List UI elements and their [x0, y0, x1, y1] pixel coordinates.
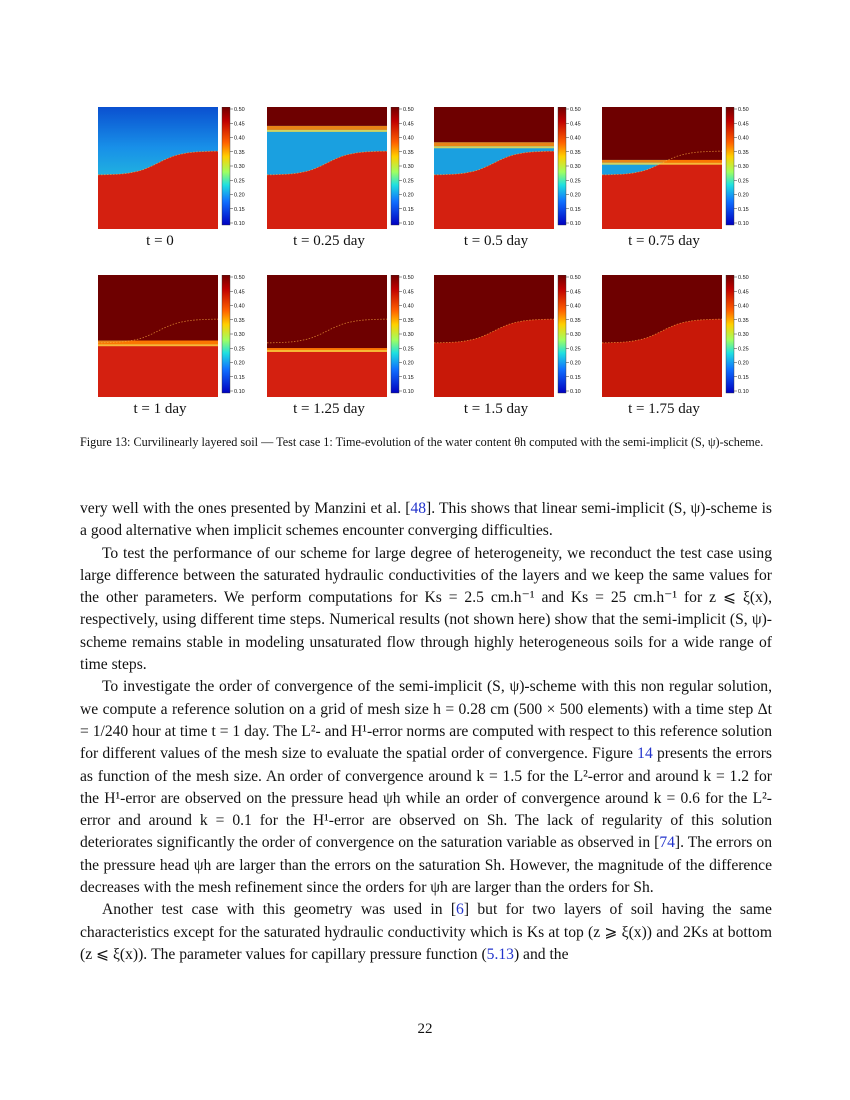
- panel-label: t = 1.75 day: [628, 401, 700, 417]
- colorbar-tick: 0.50: [234, 107, 245, 113]
- panel-plot: [434, 275, 594, 397]
- colorbar-tick: 0.35: [234, 317, 245, 324]
- panel-plot: [98, 275, 258, 397]
- panel-0: [98, 107, 258, 229]
- colorbar-tick: 0.10: [738, 221, 749, 227]
- colorbar-tick: 0.10: [234, 221, 245, 227]
- panel-label: t = 1.25 day: [293, 401, 365, 417]
- colorbar-tick: 0.10: [570, 389, 581, 395]
- colorbar-tick: 0.30: [403, 332, 414, 338]
- colorbar-tick: 0.10: [570, 221, 581, 227]
- colorbar-tick: 0.30: [403, 164, 414, 170]
- colorbar-tick: 0.15: [738, 374, 749, 381]
- colorbar-tick: 0.15: [403, 374, 414, 381]
- panel-label: t = 0.25 day: [293, 233, 365, 249]
- panel-5: [267, 275, 427, 397]
- colorbar-tick: 0.25: [738, 346, 749, 353]
- colorbar-tick: 0.30: [234, 164, 245, 170]
- colorbar-tick: 0.25: [234, 178, 245, 185]
- colorbar-tick: 0.50: [570, 107, 581, 113]
- colorbar-tick: 0.25: [403, 178, 414, 185]
- colorbar-tick: 0.20: [570, 360, 581, 367]
- colorbar-tick: 0.45: [570, 289, 581, 296]
- colorbar-tick: 0.15: [403, 206, 414, 213]
- colorbar-tick: 0.50: [570, 275, 581, 281]
- colorbar-tick: 0.20: [234, 192, 245, 199]
- colorbar-tick: 0.35: [570, 149, 581, 156]
- colorbar-tick: 0.30: [570, 164, 581, 170]
- panel-3: [602, 107, 762, 229]
- colorbar-tick: 0.45: [403, 289, 414, 296]
- panel-label: t = 1.5 day: [463, 401, 529, 417]
- panel-7: [602, 275, 762, 397]
- reference-link[interactable]: 48: [410, 500, 427, 517]
- colorbar-tick: 0.40: [738, 135, 749, 142]
- colorbar-tick: 0.35: [403, 317, 414, 324]
- colorbar-tick: 0.20: [234, 360, 245, 367]
- panel-plot: [98, 107, 258, 229]
- colorbar-tick: 0.25: [570, 178, 581, 185]
- colorbar-tick: 0.15: [570, 374, 581, 381]
- reference-link[interactable]: 74: [659, 834, 675, 852]
- colorbar-tick: 0.40: [234, 303, 245, 310]
- colorbar-tick: 0.40: [570, 303, 581, 310]
- colorbar-tick: 0.10: [738, 389, 749, 395]
- colorbar-tick: 0.30: [738, 332, 749, 338]
- colorbar-tick: 0.50: [234, 275, 245, 281]
- paragraph: To investigate the order of convergence of the semi-implicit (S, ψ)-scheme with this non regular solution, we compute a reference solution on a grid of mesh size h = 0.28 cm (500 × 500 elements) with a time step Δt = 1/240 hour at time t = 1 day. The L²- and H¹-error norms are computed with respect to this reference solution for different values of the mesh size to evaluate the spatial order of convergence. Figure 14 presents the errors as function of the mesh size. An order of convergence around k = 1.5 for the L²-error and around k = 1.2 for the H¹-error are observed on the pressure head ψh while an order of convergence around k = 0.6 for the L²-error and around k = 0.1 for the H¹-error are observed on Sh. The lack of regularity of this solution deteriorates significantly the order of convergence on the saturation variable as observed in [74]. The errors on the pressure head ψh are larger than the errors on the saturation Sh. However, the magnitude of the difference decreases with the mesh refinement since the orders for ψh are larger than the orders for Sh.: [80, 678, 772, 897]
- colorbar-tick: 0.15: [738, 206, 749, 213]
- colorbar-tick: 0.20: [570, 192, 581, 199]
- colorbar-tick: 0.40: [234, 135, 245, 142]
- reference-link[interactable]: 6: [456, 901, 464, 919]
- panel-plot: [602, 107, 762, 229]
- colorbar-tick: 0.15: [570, 206, 581, 213]
- colorbar-tick: 0.45: [234, 289, 245, 296]
- colorbar-tick: 0.20: [738, 360, 749, 367]
- panel-label: t = 0: [146, 233, 174, 249]
- colorbar-tick: 0.35: [738, 317, 749, 324]
- colorbar-tick: 0.15: [234, 206, 245, 213]
- colorbar-tick: 0.30: [234, 332, 245, 338]
- colorbar-tick: 0.50: [738, 275, 749, 281]
- colorbar-tick: 0.30: [570, 332, 581, 338]
- panel-label: t = 0.5 day: [463, 233, 529, 249]
- reference-link[interactable]: 5.13: [486, 945, 514, 963]
- colorbar-tick: 0.45: [570, 121, 581, 128]
- colorbar-tick: 0.35: [570, 317, 581, 324]
- paragraph: very well with the ones presented by Manzini et al. [48]. This shows that linear semi-implicit (S, ψ)-scheme is a good alternative when implicit schemes encounter converging difficulties.: [80, 500, 772, 540]
- colorbar-tick: 0.45: [403, 121, 414, 128]
- colorbar-tick: 0.45: [738, 121, 749, 128]
- page-number: 22: [417, 1021, 433, 1037]
- colorbar-tick: 0.35: [403, 149, 414, 156]
- colorbar-tick: 0.25: [570, 346, 581, 353]
- colorbar-tick: 0.10: [403, 389, 414, 395]
- colorbar-tick: 0.40: [403, 135, 414, 142]
- colorbar-tick: 0.40: [570, 135, 581, 142]
- panel-2: [434, 107, 594, 229]
- colorbar-tick: 0.45: [738, 289, 749, 296]
- panel-plot: [267, 275, 427, 397]
- colorbar-tick: 0.25: [738, 178, 749, 185]
- colorbar-tick: 0.15: [234, 374, 245, 381]
- colorbar-tick: 0.50: [738, 107, 749, 113]
- panel-plot: [267, 107, 427, 229]
- panel-plot: [602, 275, 762, 397]
- panel-6: [434, 275, 594, 397]
- colorbar-tick: 0.10: [234, 389, 245, 395]
- colorbar-tick: 0.40: [403, 303, 414, 310]
- colorbar-tick: 0.45: [234, 121, 245, 128]
- paragraph: To test the performance of our scheme for large degree of heterogeneity, we reconduct the test case using large difference between the saturated hydraulic conductivities of the layers and we keep the same values for the other parameters. We perform computations for Ks = 2.5 cm.h⁻¹ and Ks = 25 cm.h⁻¹ for z ⩽ ξ(x), respectively, using different time steps. Numerical results (not shown here) show that the semi-implicit (S, ψ)-scheme remains stable in modeling unsaturated flow through highly heterogeneous soils for a wide range of time steps.: [80, 544, 772, 674]
- colorbar-tick: 0.20: [403, 360, 414, 367]
- colorbar-tick: 0.25: [234, 346, 245, 353]
- colorbar-tick: 0.25: [403, 346, 414, 353]
- paragraph: Another test case with this geometry was used in [6] but for two layers of soil having the same characteristics except for the saturated hydraulic conductivity which is Ks at top (z ⩾ ξ(x)) and 2Ks at bottom (z ⩽ ξ(x)). The parameter values for capillary pressure function (5.13) and the: [80, 901, 772, 963]
- colorbar-tick: 0.10: [403, 221, 414, 227]
- panel-label: t = 1 day: [133, 401, 187, 417]
- panel-plot: [434, 107, 594, 229]
- panel-1: [267, 107, 427, 229]
- colorbar-tick: 0.35: [234, 149, 245, 156]
- figure-caption: Figure 13: Curvilinearly layered soil — Test case 1: Time-evolution of the water content θh computed with the semi-implicit (S, ψ)-scheme.: [80, 435, 764, 449]
- colorbar-tick: 0.40: [738, 303, 749, 310]
- colorbar-tick: 0.50: [403, 275, 414, 281]
- colorbar-tick: 0.30: [738, 164, 749, 170]
- colorbar-tick: 0.50: [403, 107, 414, 113]
- colorbar-tick: 0.20: [403, 192, 414, 199]
- panel-label: t = 0.75 day: [628, 233, 700, 249]
- colorbar-tick: 0.20: [738, 192, 749, 199]
- body-text: [80, 498, 772, 966]
- reference-link[interactable]: 14: [637, 745, 653, 763]
- colorbar-tick: 0.35: [738, 149, 749, 156]
- panel-4: [98, 275, 258, 397]
